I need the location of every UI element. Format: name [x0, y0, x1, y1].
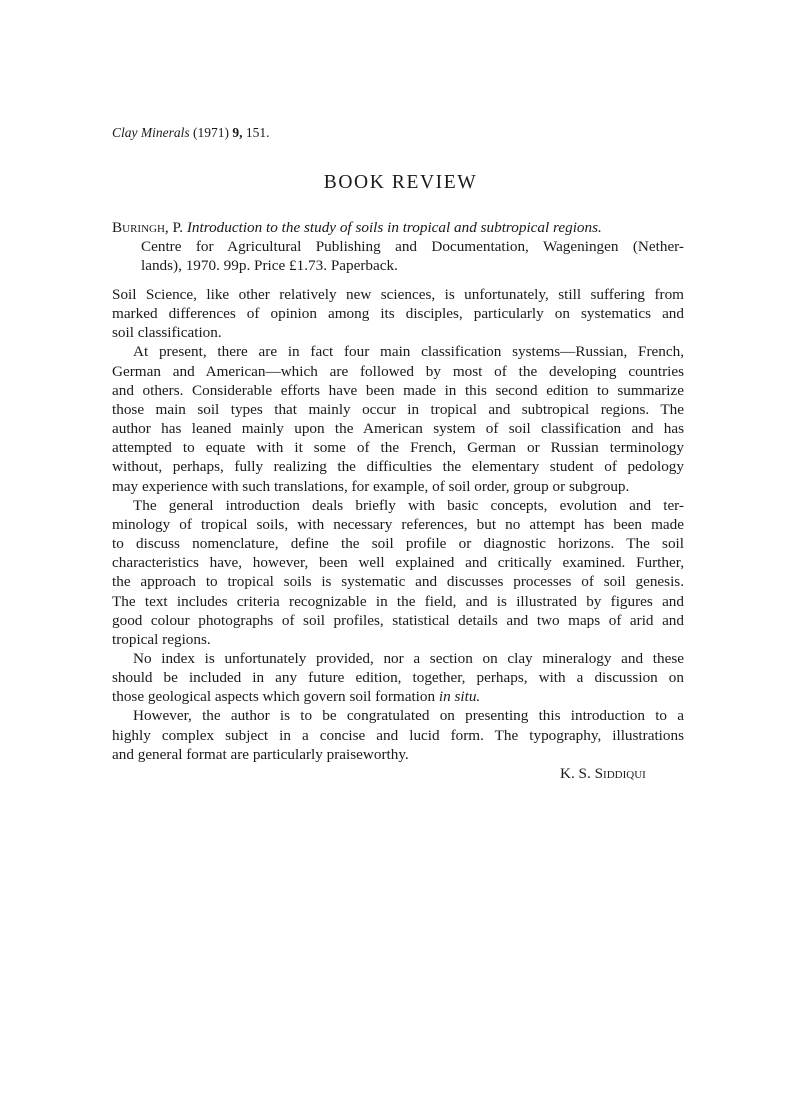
body-line: At present, there are in fact four main classification systems—Russian, French, — [133, 343, 684, 361]
body-line: to discuss nomenclature, define the soil profile or diagnostic horizons. The soil — [112, 535, 684, 553]
journal-volume: 9, — [232, 125, 243, 140]
body-line: and general format are particularly praiseworthy. — [112, 745, 409, 763]
body-line: author has leaned mainly upon the American system of soil classification and has — [112, 420, 684, 438]
body-line: marked differences of opinion among its disciples, particularly on systematics and — [112, 305, 684, 323]
body-line: good colour photographs of soil profiles, statistical details and two maps of arid and — [112, 611, 684, 629]
body-line: should be included in any future edition, together, perhaps, with a discussion on — [112, 669, 684, 687]
body-line: without, perhaps, fully realizing the difficulties the elementary student of pedology — [112, 458, 684, 476]
reference-author: Buringh, P. — [112, 219, 184, 236]
body-line: However, the author is to be congratulated on presenting this introduction to a — [133, 707, 684, 725]
body-line: soil classification. — [112, 324, 222, 342]
journal-page: 151. — [245, 125, 270, 140]
journal-name: Clay Minerals — [112, 125, 190, 140]
reference-title: Introduction to the study of soils in tropical and subtropical regions. — [186, 219, 602, 236]
body-line: those main soil types that mainly occur in tropical and subtropical regions. The — [112, 400, 684, 418]
reference-line-1 — [112, 218, 684, 237]
body-line: attempted to equate with it some of the French, German or Russian terminology — [112, 439, 684, 457]
journal-citation — [112, 124, 270, 142]
body-line — [112, 687, 684, 706]
reviewer-initials: K. S. — [560, 765, 591, 782]
book-reference — [112, 218, 684, 276]
body-line: German and American—which are followed by most of the developing countries — [112, 362, 684, 380]
body-line: the approach to tropical soils is systematic and discusses processes of soil genesis. — [112, 573, 684, 591]
review-body — [112, 285, 684, 764]
body-line: The text includes criteria recognizable in the field, and is illustrated by figures and — [112, 592, 684, 610]
body-line: characteristics have, however, been well explained and critically examined. Further, — [112, 554, 684, 572]
journal-year: (1971) — [193, 125, 229, 140]
body-line: and others. Considerable efforts have been made in this second edition to summarize — [112, 381, 684, 399]
body-line: The general introduction deals briefly with basic concepts, evolution and ter- — [133, 496, 684, 514]
body-line: may experience with such translations, for example, of soil order, group or subgroup. — [112, 477, 630, 495]
page-title: BOOK REVIEW — [323, 172, 478, 193]
body-line: minology of tropical soils, with necessary references, but no attempt has been made — [112, 515, 684, 533]
body-line: No index is unfortunately provided, nor a section on clay mineralogy and these — [133, 649, 684, 667]
body-line-text: those geological aspects which govern soil formation — [112, 688, 439, 706]
reference-line-3: lands), 1970. 99p. Price £1.73. Paperback. — [141, 257, 398, 275]
reference-line-2: Centre for Agricultural Publishing and Documentation, Wageningen (Nether- — [141, 238, 684, 256]
reviewer-surname: Siddiqui — [594, 765, 646, 782]
emphasis-in-situ: in situ. — [438, 688, 481, 706]
body-line: highly complex subject in a concise and lucid form. The typography, illustrations — [112, 726, 684, 744]
body-line: Soil Science, like other relatively new sciences, is unfortunately, still suffering from — [112, 286, 684, 303]
reviewer-signature — [560, 764, 646, 783]
body-line: tropical regions. — [112, 630, 211, 648]
